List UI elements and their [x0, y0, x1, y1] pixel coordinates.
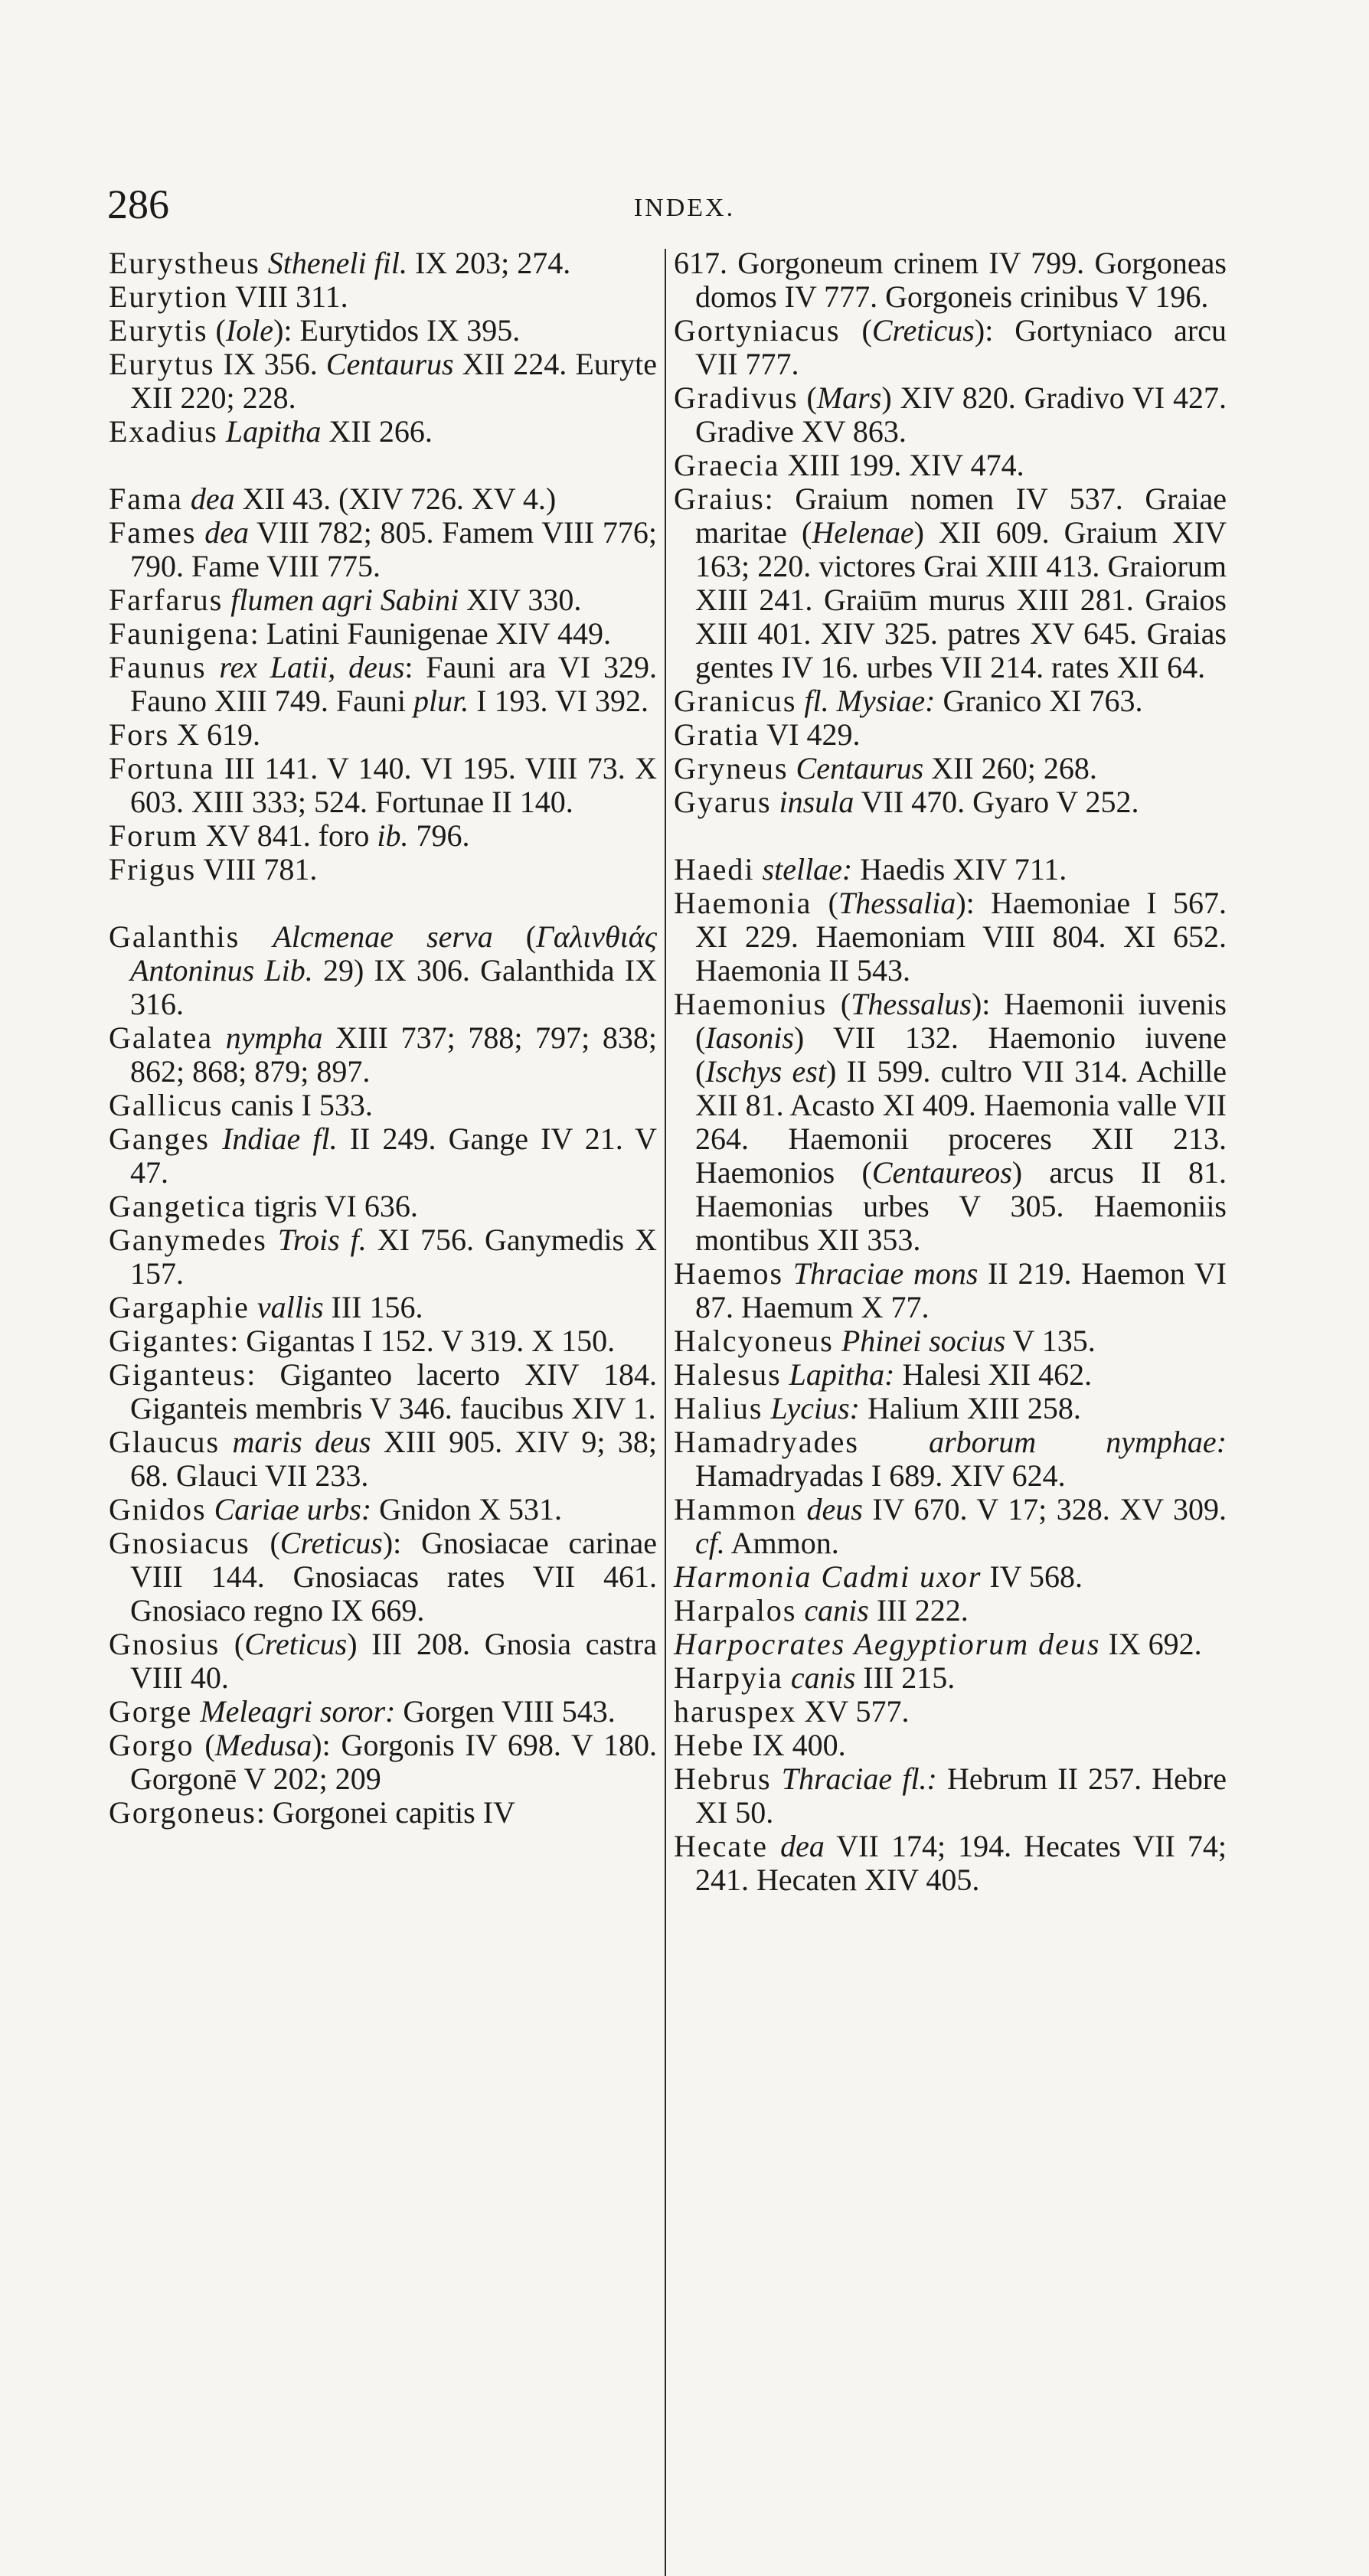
entry-text: Helenae — [812, 515, 914, 550]
headword: Gigantes — [109, 1324, 230, 1358]
entry-text: ( — [798, 380, 817, 415]
entry-text — [772, 785, 779, 819]
entry-text: vallis — [256, 1290, 324, 1324]
entry-text — [768, 1829, 780, 1863]
headword: Glaucus — [109, 1425, 221, 1459]
index-entry — [109, 1358, 657, 1425]
entry-text: canis — [790, 1660, 856, 1695]
entry-text: VIII 782; 805. Famem VIII 776; 790. Fame VIII 775. — [130, 515, 657, 583]
headword: Galatea — [109, 1020, 214, 1055]
entry-text: XIII 737; 788; 797; 838; 862; 868; 879; 897. — [130, 1020, 657, 1089]
entry-text: : Gigantas I 152. V 319. X 150. — [230, 1324, 616, 1358]
entry-text: : Latini Faunigenae XIV 449. — [250, 616, 612, 651]
entry-text: IV 568. — [982, 1559, 1083, 1594]
entry-text: Ischys est — [705, 1054, 826, 1089]
entry-text — [772, 1761, 782, 1796]
index-entry — [109, 1190, 657, 1223]
entry-text: : Fauni ara VI 329. Fauno XIII 749. Fauni — [130, 650, 658, 718]
entry-text: Halesi XII 462. — [894, 1357, 1093, 1392]
entry-text: XIV 330. — [459, 583, 582, 617]
headword: Halcyoneus — [674, 1324, 834, 1358]
index-entry — [674, 381, 1227, 449]
entry-text: Medusa — [214, 1728, 312, 1762]
index-entry — [674, 1628, 1227, 1661]
headword: Gnosiacus — [109, 1526, 250, 1560]
headword: Faunigena — [109, 616, 250, 651]
entry-text: VIII 781. — [196, 852, 318, 886]
entry-text: ) XII 609. Graium XIV 163; 220. victores Grai XIII 413. Graiorum XIII 241. Graiūm murus XIII 281. Graios XIII 401. XIV 325. patres XV 645. Graias gentes IV 16. urbes VII 214. rates XII 64. — [695, 515, 1227, 684]
index-entry — [674, 449, 1227, 482]
entry-text: ) II 599. cultro VII 314. Achille XII 81. Acasto XI 409. Haemonia valle VII 264. Haemonii proceres XII 213. Haemonios ( — [695, 1054, 1227, 1190]
index-entry — [109, 246, 657, 280]
entry-text: V 135. — [1005, 1324, 1096, 1358]
headword: Galanthis — [109, 919, 240, 954]
entry-text: II 249. Gange IV 21. V 47. — [130, 1121, 657, 1190]
index-entry — [109, 1729, 657, 1796]
headword: Haedi — [674, 852, 755, 886]
entry-text: XV 841. foro — [198, 818, 377, 853]
entry-text: Stheneli fil. — [267, 246, 407, 280]
entry-text — [207, 650, 220, 684]
index-entry — [674, 886, 1227, 988]
headword: Eurytus — [109, 347, 215, 381]
headword: Gorge — [109, 1694, 193, 1729]
entry-text: Alcmenae serva — [273, 919, 493, 954]
headword: Haemos — [674, 1256, 784, 1291]
headword: Eurytis — [109, 313, 208, 348]
entry-text: XI 756. Ganymedis X 157. — [130, 1223, 658, 1291]
headword: Farfarus — [109, 583, 224, 617]
entry-text: ): Gnosiacae carinae VIII 144. Gnosiacas rates VII 461. Gnosiaco regno IX 669. — [130, 1526, 657, 1628]
entry-text: ( — [194, 1728, 215, 1762]
index-entry — [109, 482, 657, 516]
index-entry — [674, 1324, 1227, 1358]
entry-text: III 222. — [868, 1593, 969, 1628]
index-entry — [109, 1526, 657, 1628]
entry-text: Hamadryadas I 689. XIV 624. — [695, 1458, 1066, 1493]
entry-text: VI 429. — [759, 717, 861, 752]
entry-text: Lycius: — [770, 1391, 860, 1425]
entry-text — [218, 414, 226, 449]
index-entry — [109, 718, 657, 752]
index-entry — [674, 1425, 1227, 1493]
entry-text: ) III 208. Gnosia castra VIII 40. — [130, 1627, 657, 1695]
entry-text — [260, 246, 268, 280]
entry-text: Creticus — [279, 1526, 383, 1560]
headword: Gangetica — [109, 1189, 247, 1223]
entry-text: tigris VI 636. — [247, 1189, 418, 1223]
entry-text: Granico XI 763. — [935, 684, 1143, 718]
letter-section-gap — [674, 819, 1227, 853]
entry-text: Centaurus — [796, 751, 924, 785]
entry-text: Hebrum II 257. Hebre XI 50. — [695, 1761, 1227, 1830]
entry-text: XII 224. Euryte XII 220; 228. — [130, 347, 657, 415]
entry-text — [783, 1660, 791, 1695]
headword: Gallicus — [109, 1088, 224, 1122]
index-column-left — [109, 246, 657, 1830]
index-entry — [109, 280, 657, 314]
entry-text: stellae: — [762, 852, 853, 886]
entry-text: 796. — [408, 818, 470, 853]
entry-text: ): Haemoniae I 567. XI 229. Haemoniam VIII 804. XI 652. Haemonia II 543. — [695, 886, 1227, 988]
entry-text: IX 203; 274. — [407, 246, 571, 280]
entry-text: VIII 311. — [227, 279, 348, 314]
entry-text: cf. — [695, 1526, 725, 1560]
entry-text: dea — [190, 482, 235, 516]
index-entry — [109, 651, 657, 718]
letter-section-gap — [109, 886, 657, 920]
entry-text: III 156. — [323, 1290, 423, 1324]
index-entry — [109, 920, 657, 1021]
index-entry — [109, 1493, 657, 1526]
index-entry — [109, 1122, 657, 1190]
entry-text: plur. — [413, 684, 469, 718]
index-entry — [674, 1358, 1227, 1392]
entry-text: fl. Mysiae: — [804, 684, 936, 718]
entry-text: ( — [220, 1627, 245, 1661]
headword: Hecate — [674, 1829, 769, 1863]
index-entry — [109, 1324, 657, 1358]
entry-text: Lapitha — [225, 414, 322, 449]
entry-text: Γαλινθιάς Antoninus Lib. — [130, 919, 658, 988]
headword: haruspex — [674, 1694, 797, 1729]
entry-text: canis I 533. — [223, 1088, 373, 1122]
index-entry — [674, 1493, 1227, 1560]
headword: Hebe — [674, 1728, 745, 1762]
entry-text — [196, 515, 204, 550]
index-entry — [109, 1695, 657, 1729]
entry-text: : Gorgonei capitis IV — [256, 1795, 515, 1830]
index-column-right — [674, 246, 1227, 1897]
headword: Graecia — [674, 448, 780, 482]
entry-text: arborum nymphae: — [929, 1425, 1227, 1459]
headword: Haemonius — [674, 987, 828, 1021]
entry-text: XIII 905. XIV 9; 38; 68. Glauci VII 233. — [130, 1425, 658, 1493]
entry-text: rex Latii, deus — [219, 650, 405, 684]
headword: Eurytion — [109, 279, 228, 314]
headword: Fortuna — [109, 751, 215, 785]
entry-text: ) VII 132. Haemonio iuvene ( — [695, 1020, 1227, 1089]
entry-text: Thraciae fl.: — [781, 1761, 937, 1796]
entry-text: 29) IX 306. Galanthida IX 316. — [130, 953, 657, 1021]
letter-section-gap — [109, 449, 657, 482]
headword: Fors — [109, 717, 170, 752]
headword: Exadius — [109, 414, 218, 449]
entry-text: ): Eurytidos IX 395. — [273, 313, 521, 348]
headword: Granicus — [674, 684, 797, 718]
entry-text — [267, 1223, 278, 1257]
entry-text: ( — [492, 919, 537, 954]
entry-text: ( — [250, 1526, 280, 1560]
entry-text: Iasonis — [705, 1020, 794, 1055]
entry-text: Indiae fl. — [222, 1121, 338, 1156]
entry-text: I 193. VI 392. — [469, 684, 649, 718]
entry-text: Thraciae mons — [792, 1256, 979, 1291]
index-entry — [674, 1560, 1227, 1594]
entry-text — [207, 1492, 214, 1526]
headword: Gnosius — [109, 1627, 221, 1661]
index-entry — [109, 348, 657, 415]
entry-text: VII 470. Gyaro V 252. — [854, 785, 1139, 819]
entry-text: Gorgen VIII 543. — [395, 1694, 616, 1729]
entry-text: : Giganteo lacerto XIV 184. Giganteis membris V 346. faucibus XIV 1. — [130, 1357, 657, 1425]
entry-text: Mars — [816, 380, 882, 415]
headword: Harpyia — [674, 1660, 783, 1695]
index-entry — [674, 1830, 1227, 1897]
entry-text: dea — [780, 1829, 825, 1863]
headword: Forum — [109, 818, 198, 853]
headword: Gyarus — [674, 785, 772, 819]
headword: Harmonia Cadmi uxor — [674, 1559, 982, 1594]
entry-text: XIII 199. XIV 474. — [779, 448, 1024, 482]
entry-text — [755, 852, 763, 886]
entry-text: IX 400. — [744, 1728, 846, 1762]
index-entry — [109, 752, 657, 819]
entry-text: Cariae urbs: — [214, 1492, 372, 1526]
entry-text: Meleagri soror: — [200, 1694, 396, 1729]
entry-text: IX 356. — [214, 347, 326, 381]
headword: Harpalos — [674, 1593, 797, 1628]
page-title: INDEX. — [633, 194, 736, 222]
entry-text: ): Gortyniaco arcu VII 777. — [695, 313, 1227, 381]
entry-text: XII 43. (XIV 726. XV 4.) — [234, 482, 557, 516]
entry-text — [220, 1425, 232, 1459]
page-header — [0, 178, 1369, 231]
entry-text — [859, 1425, 929, 1459]
headword: Giganteus — [109, 1357, 247, 1392]
headword: Gorgoneus — [109, 1795, 256, 1830]
entry-text: II 219. Haemon VI 87. Haemum X 77. — [695, 1256, 1227, 1324]
entry-text: III 141. V 140. VI 195. VIII 73. X 603. XIII 333; 524. Fortunae II 140. — [130, 751, 657, 819]
headword: Faunus — [109, 650, 207, 684]
entry-text — [797, 1492, 807, 1526]
entry-text: Lapitha: — [789, 1357, 895, 1392]
index-entry — [674, 853, 1227, 886]
headword: Gratia — [674, 717, 760, 752]
entry-text: ( — [812, 886, 838, 920]
headword: Hebrus — [674, 1761, 772, 1796]
entry-text — [210, 1121, 222, 1156]
column-divider — [665, 249, 666, 2576]
index-entry — [109, 583, 657, 617]
entry-text: XII 266. — [321, 414, 433, 449]
index-entry — [109, 1628, 657, 1695]
index-entry — [109, 819, 657, 853]
headword: Ganges — [109, 1121, 210, 1156]
index-entry — [109, 853, 657, 886]
entry-text: ( — [827, 987, 851, 1021]
entry-text: Thessalia — [838, 886, 956, 920]
index-entry — [109, 516, 657, 583]
entry-text: XV 577. — [796, 1694, 910, 1729]
index-entry — [109, 1021, 657, 1089]
entry-text: Gnidon X 531. — [371, 1492, 563, 1526]
entry-text: XII 260; 268. — [923, 751, 1097, 785]
entry-text: Trois f. — [277, 1223, 367, 1257]
index-entry — [109, 1796, 657, 1830]
index-entry — [109, 1291, 657, 1324]
entry-text: VII 174; 194. Hecates VII 74; 241. Hecaten XIV 405. — [695, 1829, 1227, 1897]
entry-text: Centaurus — [325, 347, 454, 381]
index-entry — [674, 1392, 1227, 1425]
headword: Gnidos — [109, 1492, 207, 1526]
headword: Harpocrates Aegyptiorum deus — [674, 1627, 1101, 1661]
entry-text: ) arcus II 81. Haemonias urbes V 305. Haemoniis montibus XII 353. — [695, 1155, 1227, 1257]
headword: Eurystheus — [109, 246, 260, 280]
entry-text — [796, 684, 804, 718]
headword: Frigus — [109, 852, 197, 886]
headword: Halius — [674, 1391, 763, 1425]
entry-text: Halium XIII 258. — [860, 1391, 1081, 1425]
entry-text: Ammon. — [724, 1526, 839, 1560]
entry-text — [783, 1256, 793, 1291]
index-entry — [674, 718, 1227, 752]
headword: Gortyniacus — [674, 313, 841, 348]
entry-text — [250, 1290, 257, 1324]
entry-text — [763, 1391, 770, 1425]
index-entry — [674, 752, 1227, 785]
entry-text: IV 670. V 17; 328. XV 309. — [862, 1492, 1227, 1526]
headword: Halesus — [674, 1357, 782, 1392]
index-entry — [674, 314, 1227, 381]
headword: Graius — [674, 482, 765, 516]
entry-text: dea — [204, 515, 249, 550]
entry-text: Iole — [225, 313, 274, 348]
headword: Hamadryades — [674, 1425, 859, 1459]
index-entry — [109, 415, 657, 449]
index-entry — [674, 482, 1227, 684]
entry-text — [240, 919, 273, 954]
entry-text: ): Haemonii iuvenis ( — [695, 987, 1227, 1055]
index-entry — [109, 314, 657, 348]
headword: Fama — [109, 482, 183, 516]
entry-text: ) XIV 820. Gradivo VI 427. Gradive XV 863. — [695, 380, 1227, 449]
entry-text: IX 692. — [1100, 1627, 1202, 1661]
entry-text: X 619. — [169, 717, 261, 752]
entry-text: III 215. — [855, 1660, 956, 1695]
headword: Gradivus — [674, 380, 799, 415]
entry-text: nympha — [225, 1020, 323, 1055]
entry-text — [789, 751, 796, 785]
page-number: 286 — [107, 181, 169, 227]
index-entry — [674, 1762, 1227, 1830]
entry-text — [183, 482, 191, 516]
index-entry — [674, 785, 1227, 819]
index-entry — [674, 1661, 1227, 1695]
index-entry — [109, 617, 657, 651]
headword: Haemonia — [674, 886, 812, 920]
entry-text: canis — [804, 1593, 869, 1628]
headword: Gorgo — [109, 1728, 194, 1762]
headword: Gryneus — [674, 751, 789, 785]
index-entry — [674, 1695, 1227, 1729]
entry-text — [782, 1357, 789, 1392]
entry-text: Haedis XIV 711. — [852, 852, 1067, 886]
index-entry-continuation — [674, 246, 1227, 314]
entry-text: 617. Gorgoneum crinem IV 799. Gorgoneas domos IV 777. Gorgoneis crinibus V 196. — [674, 246, 1227, 314]
entry-text: Thessalus — [851, 987, 972, 1021]
index-entry — [109, 1223, 657, 1291]
index-entry — [674, 1594, 1227, 1628]
entry-text: ( — [207, 313, 226, 348]
entry-text — [834, 1324, 841, 1358]
entry-text: deus — [806, 1492, 863, 1526]
entry-text: : Graium nomen IV 537. Graiae maritae ( — [695, 482, 1227, 550]
index-entry — [674, 684, 1227, 718]
entry-text: Centaureos — [871, 1155, 1012, 1190]
index-entry — [109, 1089, 657, 1122]
entry-text: Phinei socius — [841, 1324, 1006, 1358]
index-entry — [674, 1729, 1227, 1762]
entry-text: maris deus — [232, 1425, 371, 1459]
entry-text — [796, 1593, 804, 1628]
index-entry — [109, 1425, 657, 1493]
entry-text: ( — [840, 313, 872, 348]
headword: Gargaphie — [109, 1290, 250, 1324]
headword: Fames — [109, 515, 197, 550]
entry-text — [192, 1694, 200, 1729]
index-entry — [674, 1257, 1227, 1324]
entry-text: Creticus — [244, 1627, 348, 1661]
entry-text: ib. — [377, 818, 409, 853]
headword: Ganymedes — [109, 1223, 267, 1257]
entry-text — [223, 583, 230, 617]
entry-text: ): Gorgonis IV 698. V 180. Gorgonē V 202; 209 — [130, 1728, 657, 1796]
entry-text: insula — [779, 785, 854, 819]
index-entry — [674, 988, 1227, 1257]
entry-text: flumen agri Sabini — [230, 583, 459, 617]
entry-text — [213, 1020, 226, 1055]
entry-text: Creticus — [871, 313, 975, 348]
headword: Hammon — [674, 1492, 797, 1526]
